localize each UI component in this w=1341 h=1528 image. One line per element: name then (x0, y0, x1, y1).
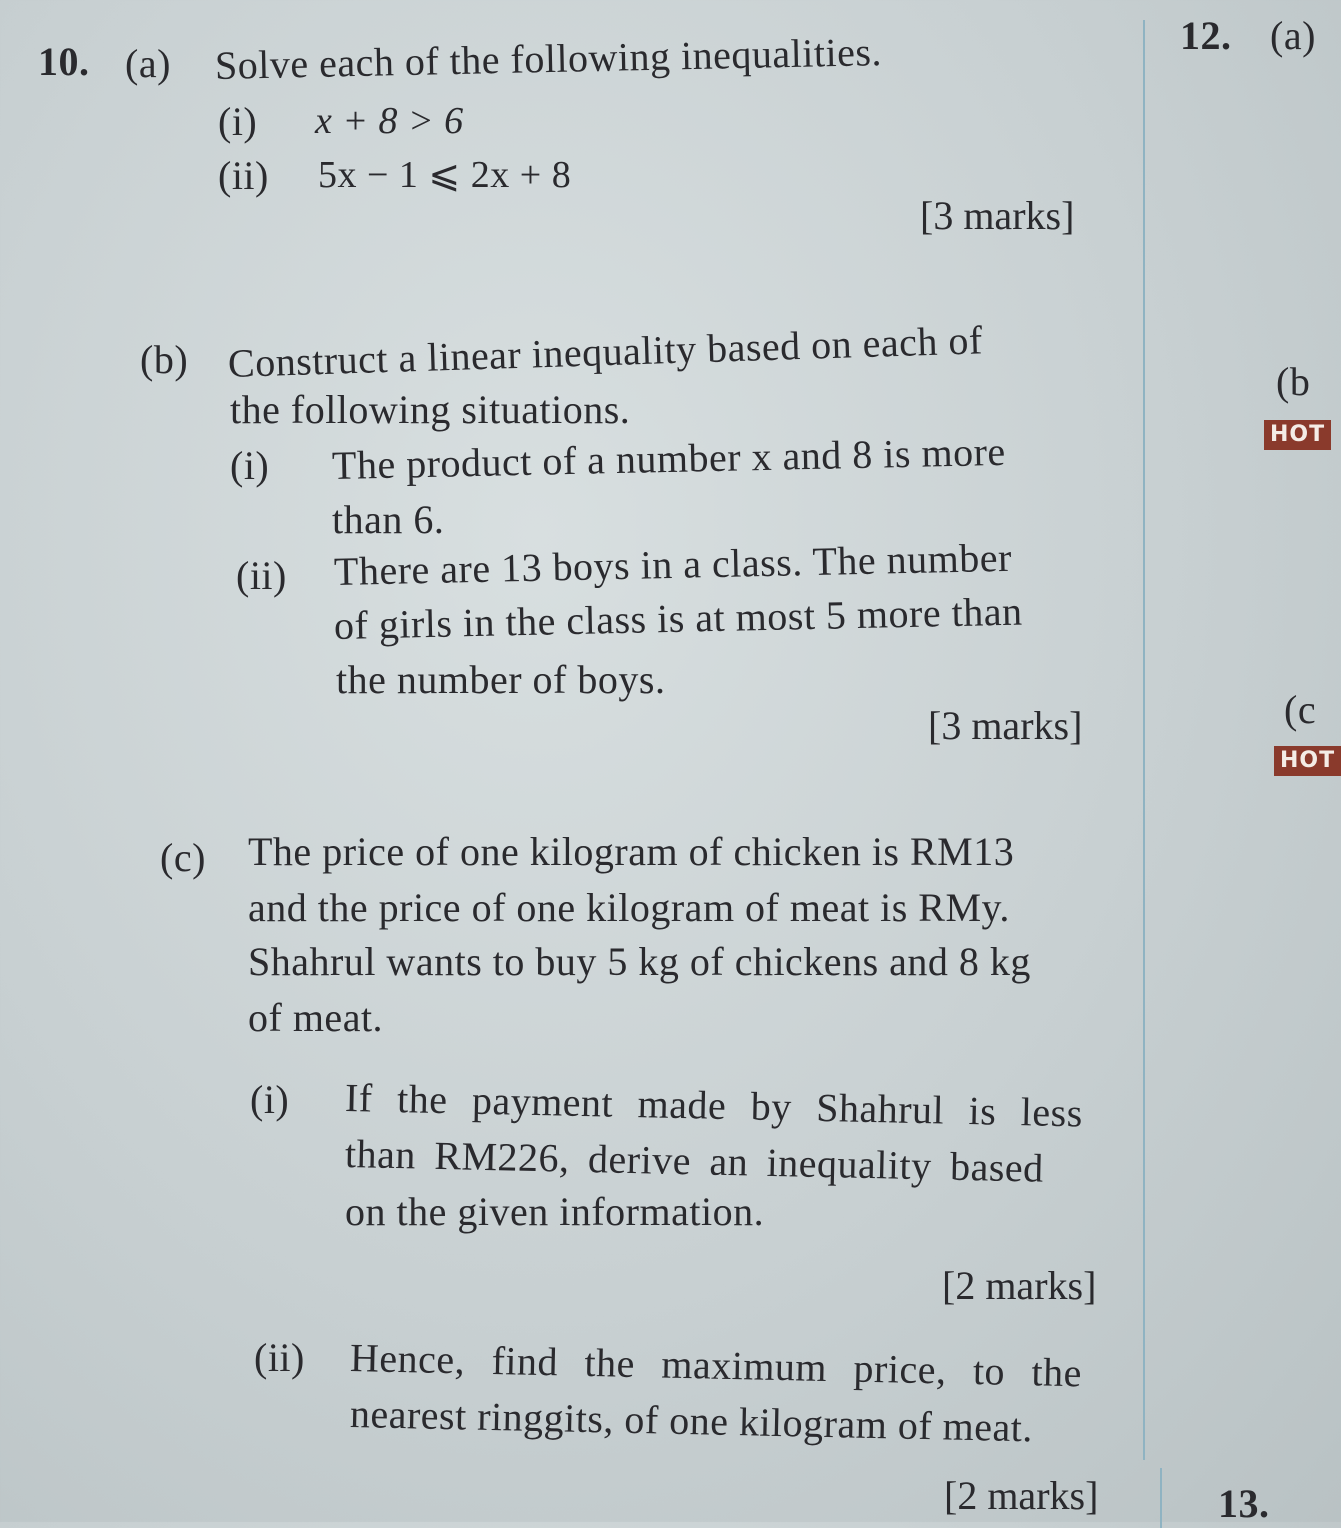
part-b-ii-line-3: the number of boys. (336, 657, 666, 702)
part-c-line-2: and the price of one kilogram of meat is RMy. (248, 885, 1010, 930)
column-divider (1143, 20, 1145, 1460)
part-b-line-1: Construct a linear inequality based on each of (227, 317, 984, 386)
column-divider-bottom (1160, 1468, 1162, 1528)
part-c-line-4: of meat. (248, 995, 384, 1040)
part-a-label: (a) (125, 41, 171, 86)
part-c-ii-marks: [2 marks] (944, 1473, 1099, 1518)
part-a-marks: [3 marks] (920, 193, 1075, 238)
part-c-i-line-1: If the payment made by Shahrul is less (344, 1075, 1084, 1136)
q12-part-a-label: (a) (1270, 13, 1316, 58)
part-c-i-line-2: than RM226, derive an inequality based (344, 1131, 1045, 1191)
part-c-ii-label: (ii) (254, 1335, 305, 1380)
question-number-12: 12. (1180, 13, 1232, 58)
part-a-ii-label: (ii) (218, 153, 269, 198)
part-b-i-line-1: The product of a number x and 8 is more (331, 428, 1007, 488)
part-b-ii-line-1: There are 13 boys in a class. The number (333, 534, 1013, 594)
part-b-ii-label: (ii) (236, 553, 287, 598)
question-number-13: 13. (1218, 1481, 1270, 1526)
part-b-ii-line-2: of girls in the class is at most 5 more than (333, 588, 1023, 648)
part-c-i-marks: [2 marks] (942, 1263, 1097, 1308)
part-b-line-2: the following situations. (230, 387, 631, 432)
part-b-label: (b) (140, 337, 189, 382)
hot-badge: HOT (1274, 746, 1341, 776)
part-b-i-label: (i) (230, 443, 270, 488)
part-c-i-label: (i) (250, 1077, 290, 1122)
part-c-label: (c) (160, 835, 206, 880)
part-b-marks: [3 marks] (928, 703, 1083, 748)
part-c-ii-line-1: Hence, find the maximum price, to the (349, 1335, 1083, 1396)
question-number-10: 10. (38, 39, 90, 84)
part-b-i-line-2: than 6. (332, 497, 445, 542)
part-c-i-line-3: on the given information. (345, 1189, 765, 1234)
part-c-line-1: The price of one kilogram of chicken is RM13 (248, 829, 1015, 874)
part-c-ii-line-2: nearest ringgits, of one kilogram of meat. (349, 1391, 1034, 1451)
q12-part-c-label-partial: (c (1284, 687, 1317, 732)
part-a-ii-expression: 5x − 1 ⩽ 2x + 8 (318, 154, 572, 196)
part-a-instruction: Solve each of the following inequalities. (214, 29, 883, 88)
hot-badge: HOT (1264, 420, 1331, 450)
q12-part-b-label-partial: (b (1276, 359, 1311, 404)
part-a-i-expression: x + 8 > 6 (315, 100, 464, 142)
part-a-i-label: (i) (218, 99, 258, 144)
part-c-line-3: Shahrul wants to buy 5 kg of chickens and 8 kg (248, 939, 1031, 984)
